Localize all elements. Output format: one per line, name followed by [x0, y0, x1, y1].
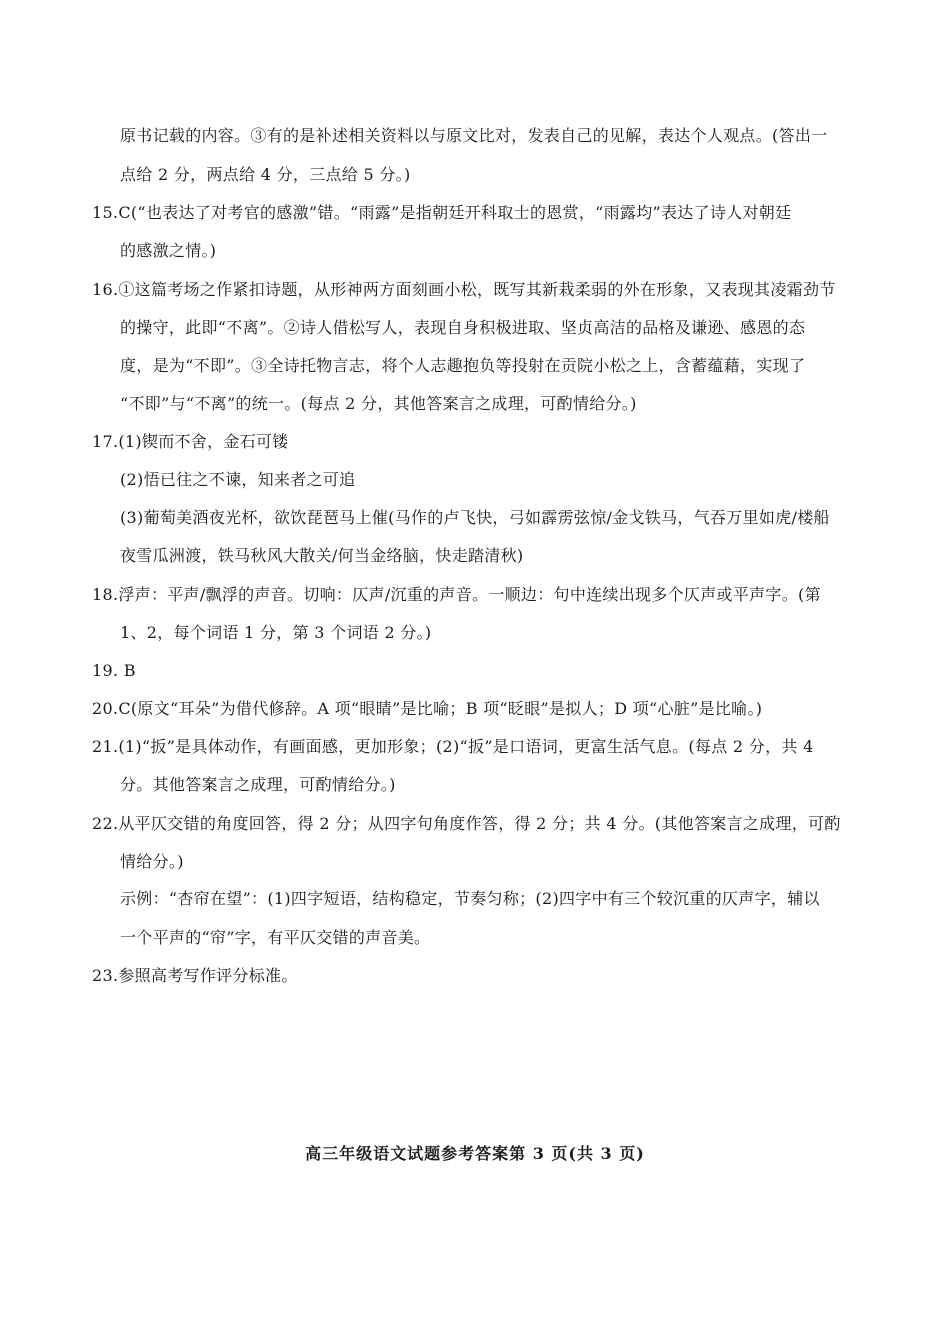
answer-line-23: 23.参照高考写作评分标准。: [92, 966, 298, 985]
answer-line-4: 的感激之情。): [120, 241, 217, 260]
page-footer: 高三年级语文试题参考答案第 3 页(共 3 页): [305, 1144, 645, 1163]
answer-line-16: 20.C(原文“耳朵”为借代修辞。A 项“眼睛”是比喻；B 项“眨眼”是拟人；D 项“心脏”是比喻。): [92, 699, 763, 718]
answer-line-14: 1、2，每个词语 1 分，第 3 个词语 2 分。): [120, 623, 432, 642]
answer-line-15: 19. B: [92, 661, 136, 680]
answer-line-9: 17.(1)锲而不舍，金石可镂: [92, 432, 289, 451]
answer-line-8: “不即”与“不离”的统一。(每点 2 分，其他答案言之成理，可酌情给分。): [120, 394, 637, 413]
answer-line-7: 度，是为“不即”。③全诗托物言志，将个人志趣抱负等投射在贡院小松之上，含蓄蕴藉，实现了: [120, 356, 806, 375]
answer-line-19: 22.从平仄交错的角度回答，得 2 分；从四字句角度作答，得 2 分；共 4 分。(其他答案言之成理，可酌: [92, 814, 841, 833]
answer-line-18: 分。其他答案言之成理，可酌情给分。): [120, 775, 396, 794]
answer-line-12: 夜雪瓜洲渡，铁马秋风大散关/何当金络脑，快走踏清秋): [120, 546, 524, 565]
answer-line-2: 点给 2 分，两点给 4 分，三点给 5 分。): [120, 165, 411, 184]
answer-line-20: 情给分。): [120, 852, 184, 871]
answer-line-17: 21.(1)“扳”是具体动作，有画面感，更加形象；(2)“扳”是口语词，更富生活气息。(每点 2 分，共 4: [92, 737, 814, 756]
answer-line-22: 一个平声的“帘”字，有平仄交错的声音美。: [120, 928, 431, 947]
answer-line-5: 16.①这篇考场之作紧扣诗题，从形神两方面刻画小松，既写其新栽柔弱的外在形象，又表现其凌霜劲节: [92, 280, 836, 299]
answer-line-11: (3)葡萄美酒夜光杯，欲饮琵琶马上催(马作的卢飞快，弓如霹雳弦惊/金戈铁马，气吞万里如虎/楼船: [120, 508, 830, 527]
answer-line-21: 示例：“杏帘在望”：(1)四字短语，结构稳定，节奏匀称；(2)四字中有三个较沉重的仄声字，辅以: [120, 889, 820, 908]
answer-line-3: 15.C(“也表达了对考官的感激”错。“雨露”是指朝廷开科取士的恩赏，“雨露均”表达了诗人对朝廷: [92, 203, 792, 222]
answer-line-1: 原书记载的内容。③有的是补述相关资料以与原文比对，发表自己的见解，表达个人观点。(答出一: [120, 126, 828, 145]
answer-line-6: 的操守，此即“不离”。②诗人借松写人，表现自身积极进取、坚贞高洁的品格及谦逊、感恩的态: [120, 318, 806, 337]
answer-line-10: (2)悟已往之不谏，知来者之可追: [120, 470, 356, 489]
answer-line-13: 18.浮声：平声/飘浮的声音。切响：仄声/沉重的声音。一顺边：句中连续出现多个仄声或平声字。(第: [92, 585, 821, 604]
